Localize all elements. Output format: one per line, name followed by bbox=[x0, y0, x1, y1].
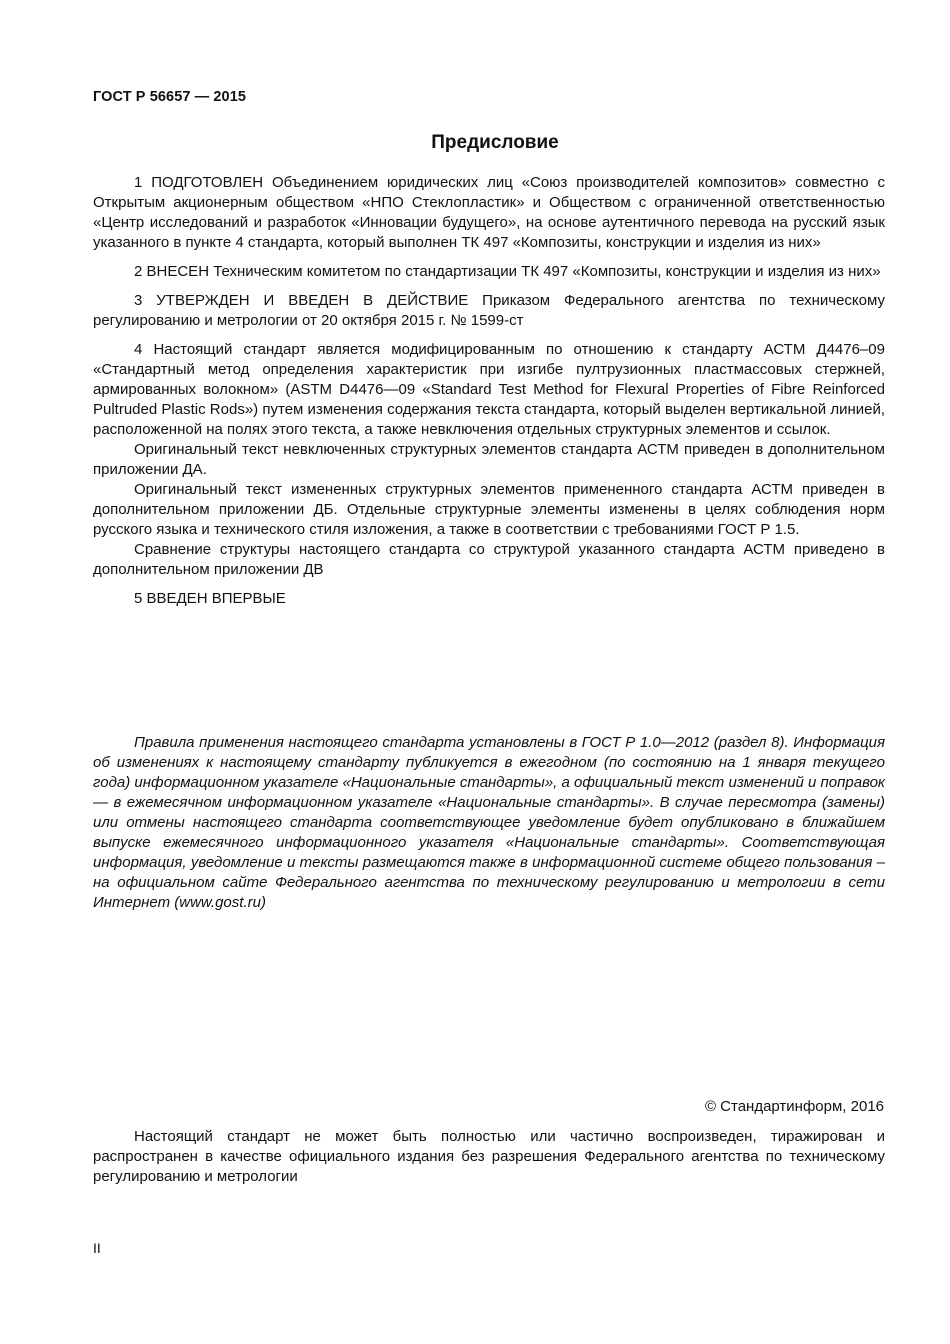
paragraph-annex-da: Оригинальный текст невключенных структурных элементов стандарта АСТМ приведен в дополнительном приложении ДА. bbox=[93, 441, 885, 478]
paragraph-annex-dv: Сравнение структуры настоящего стандарта со структурой указанного стандарта АСТМ приведено в дополнительном приложении ДВ bbox=[93, 541, 885, 578]
paragraph-modified: 4 Настоящий стандарт является модифицированным по отношению к стандарту АСТМ Д4476–09 «Стандартный метод определения характеристик при изгибе пултрузионных пластмассовых стержней, армированных волокном» (ASTM D4476—09 «Standard Test Method for Flexural Properties of Fibre Reinforced Pultruded Plastic Rods») путем изменения содержания текста стандарта, который выделен вертикальной линией, расположенной на полях этого текста, а также невключения отдельных структурных элементов и ссылок. bbox=[93, 341, 885, 438]
page-title: Предисловие bbox=[431, 132, 559, 153]
copyright-line: © Стандартинформ, 2016 bbox=[704, 1098, 884, 1115]
paragraph-approved: 3 УТВЕРЖДЕН И ВВЕДЕН В ДЕЙСТВИЕ Приказом Федерального агентства по техническому регулированию и метрологии от 20 октября 2015 г. № 1599-ст bbox=[93, 292, 885, 329]
reproduction-notice-block bbox=[93, 1127, 885, 1187]
rules-notice-block bbox=[93, 733, 885, 913]
page-number: II bbox=[93, 1240, 101, 1256]
paragraph-prepared: 1 ПОДГОТОВЛЕН Объединением юридических лиц «Союз производителей композитов» совместно с Открытым акционерным обществом «НПО Стеклопластик» и Обществом с ограниченной ответственностью «Центр исследований и разработок «Инновации будущего», на основе аутентичного перевода на русский язык указанного в пункте 4 стандарта, который выполнен ТК 497 «Композиты, конструкции и изделия из них» bbox=[93, 174, 885, 251]
foreword-body bbox=[93, 173, 885, 609]
rules-notice-text: Правила применения настоящего стандарта установлены в ГОСТ Р 1.0—2012 (раздел 8). Информация об изменениях к настоящему стандарту публикуется в ежегодном (по состоянию на 1 января текущего года) информационном указателе «Национальные стандарты», а официальный текст изменений и поправок — в ежемесячном информационном указателе «Национальные стандарты». В случае пересмотра (замены) или отмены настоящего стандарта соответствующее уведомление будет опубликовано в ближайшем выпуске ежемесячного информационного указателя «Национальные стандарты». Соответствующая информация, уведомление и тексты размещаются также в информационной системе общего пользования – на официальном сайте Федерального агентства по техническому регулированию и метрологии в сети Интернет (www.gost.ru) bbox=[93, 734, 885, 911]
paragraph-introduced: 2 ВНЕСЕН Техническим комитетом по стандартизации ТК 497 «Композиты, конструкции и изделия из них» bbox=[134, 263, 881, 280]
document-id-header: ГОСТ Р 56657 — 2015 bbox=[93, 89, 247, 105]
reproduction-notice-text: Настоящий стандарт не может быть полностью или частично воспроизведен, тиражирован и распространен в качестве официального издания без разрешения Федерального агентства по техническому регулированию и метрологии bbox=[93, 1128, 885, 1185]
paragraph-annex-db: Оригинальный текст измененных структурных элементов примененного стандарта АСТМ приведен в дополнительном приложении ДБ. Отдельные структурные элементы изменены в целях соблюдения норм русского языка и технического стиля изложения, а также в соответствии с требованиями ГОСТ Р 1.5. bbox=[93, 481, 885, 538]
paragraph-first-introduced: 5 ВВЕДЕН ВПЕРВЫЕ bbox=[134, 590, 286, 607]
